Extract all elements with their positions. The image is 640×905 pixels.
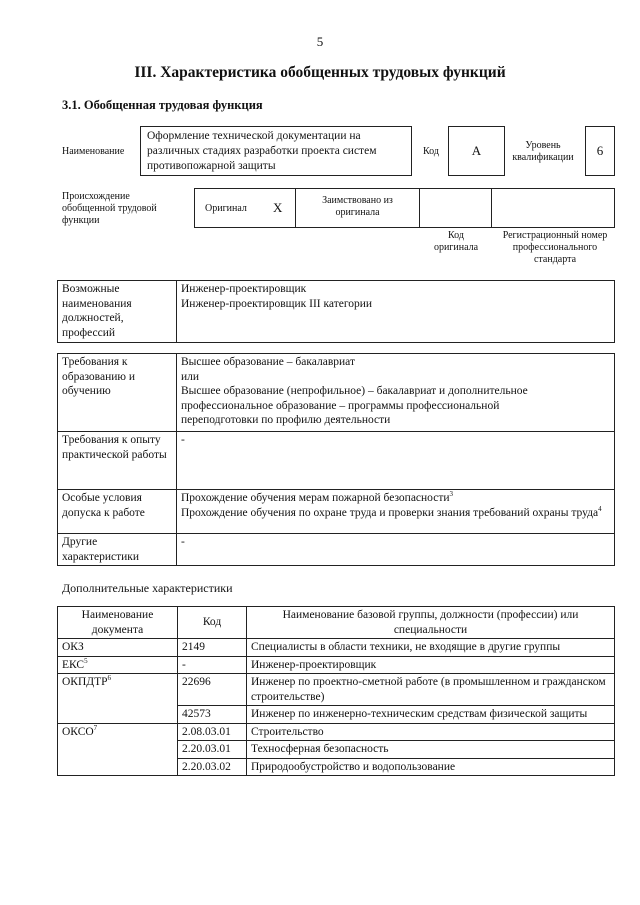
- other-value: -: [177, 534, 615, 566]
- okso-name: Строительство: [247, 723, 615, 741]
- positions-values: [177, 281, 615, 343]
- reg-number-caption: Регистрационный номер профессионального стандарта: [502, 230, 608, 265]
- level-value: 6: [596, 143, 604, 158]
- other-label: Другие характеристики: [58, 534, 177, 566]
- education-line: переподготовки по профилю деятельности: [181, 414, 391, 426]
- code-value: А: [471, 143, 482, 158]
- subsection-title: 3.1. Обобщенная трудовая функция: [62, 98, 263, 112]
- okz-name: Специалисты в области техники, не входящие в другие группы: [247, 639, 615, 657]
- original-label: Оригинал: [205, 203, 247, 214]
- education-label: Требования к образованию и обучению: [58, 354, 177, 432]
- footnote-ref: 4: [598, 504, 602, 513]
- original-box: [194, 188, 296, 228]
- function-name-box: [140, 126, 412, 176]
- okz-doc: ОКЗ: [58, 639, 178, 657]
- special-line: Прохождение обучения мерам пожарной безопасности: [181, 492, 450, 504]
- borrowed-box: [295, 188, 420, 228]
- original-mark: X: [273, 200, 283, 215]
- code-label: Код: [423, 146, 439, 157]
- okpdtr-doc: ОКПДТР$^6$: [58, 674, 178, 724]
- okso-name: Техносферная безопасность: [247, 741, 615, 759]
- position-item: Инженер-проектировщик III категории: [181, 297, 373, 310]
- education-line: Высшее образование – бакалавриат: [181, 356, 355, 368]
- footnote-ref: 7: [93, 723, 98, 732]
- additional-table: [57, 606, 615, 776]
- special-line: Прохождение обучения по охране труда и проверки знания требований охраны труда: [181, 506, 599, 519]
- okso-code: 2.20.03.01: [178, 741, 247, 759]
- col-code-header: Код: [178, 607, 247, 639]
- footnote-ref: 3: [449, 490, 454, 499]
- requirements-table: [57, 353, 615, 566]
- footnote-ref: 6: [107, 674, 112, 683]
- okso-doc: ОКСО$^7$: [58, 723, 178, 776]
- positions-table: [57, 280, 615, 343]
- experience-label: Требования к опыту практической работы: [58, 432, 177, 490]
- okso-code: 2.08.03.01: [178, 723, 247, 741]
- col-doc-header: Наименование документа: [58, 607, 178, 639]
- function-name: Оформление технической документации на различных стадиях разработки проекта систем противопожарной защиты: [147, 130, 377, 172]
- origin-label: Происхождение обобщенной трудовой функции: [62, 191, 157, 226]
- level-box: [585, 126, 615, 176]
- borrowed-label: Заимствовано из оригинала: [322, 195, 393, 218]
- education-values: [177, 354, 615, 432]
- positions-label: Возможные наименования должностей, профессий: [58, 281, 177, 343]
- additional-caption: Дополнительные характеристики: [62, 581, 233, 595]
- education-line: профессиональное образование – программы профессиональной: [181, 399, 500, 412]
- okpdtr-name: Инженер по проектно-сметной работе (в промышленном и гражданском строительстве): [247, 674, 615, 706]
- code-original-caption: Код оригинала: [433, 230, 479, 253]
- okpdtr-name: Инженер по инженерно-техническим средствам физической защиты: [247, 706, 615, 724]
- okz-code: 2149: [178, 639, 247, 657]
- original-code-box: [419, 188, 492, 228]
- page-number: 5: [316, 34, 324, 49]
- okpdtr-code: 22696: [178, 674, 247, 706]
- education-line: или: [181, 370, 200, 383]
- eks-code: -: [178, 656, 247, 674]
- code-box: [448, 126, 505, 176]
- footnote-ref: 5: [84, 656, 88, 665]
- level-label: Уровень квалификации: [512, 140, 574, 163]
- okso-name: Природообустройство и водопользование: [247, 758, 615, 776]
- position-item: Инженер-проектировщик: [181, 283, 307, 295]
- experience-value: -: [177, 432, 615, 490]
- okpdtr-code: 42573: [178, 706, 247, 724]
- eks-name: Инженер-проектировщик: [247, 656, 615, 674]
- col-name-header: Наименование базовой группы, должности (профессии) или специальности: [247, 607, 615, 639]
- name-label: Наименование: [62, 146, 125, 157]
- education-line: Высшее образование (непрофильное) – бакалавриат и дополнительное: [181, 385, 528, 397]
- special-label: Особые условия допуска к работе: [58, 490, 177, 534]
- eks-doc: ЕКС$^5$: [58, 656, 178, 674]
- section-title: III. Характеристика обобщенных трудовых функций: [134, 64, 506, 81]
- reg-number-box: [491, 188, 615, 228]
- special-values: [177, 490, 615, 534]
- okso-code: 2.20.03.02: [178, 758, 247, 776]
